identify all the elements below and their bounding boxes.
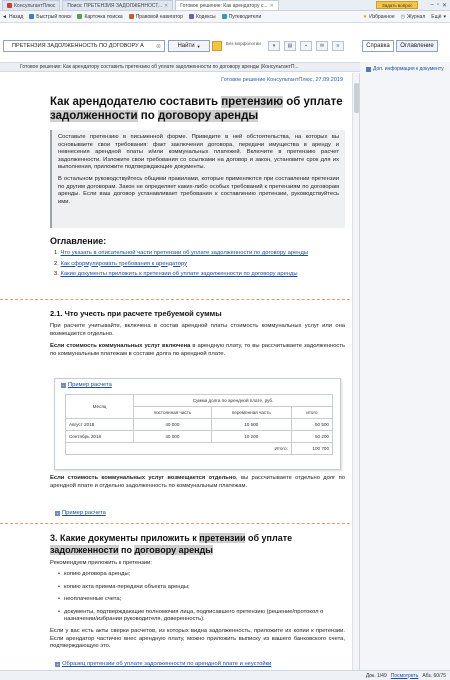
quick-search-icon (29, 14, 34, 19)
document-title: Как арендодателю составить претензию об уплате задолженности по договору аренды (50, 96, 343, 122)
menu-button[interactable] (332, 41, 344, 51)
table-row: Итого: 100 700 (66, 443, 333, 455)
favorites-button[interactable]: ★ Избранное (362, 13, 395, 20)
document-view (0, 73, 360, 670)
tab-reference[interactable]: Справка (362, 40, 394, 52)
table-header: постоянная часть (134, 407, 212, 419)
vertical-scrollbar[interactable] (352, 73, 359, 670)
yellow-marker-button[interactable] (212, 41, 222, 51)
scrollbar-thumb[interactable] (354, 83, 359, 113)
save-icon: ▪ (305, 43, 307, 49)
history-button[interactable]: ◷ Журнал (400, 13, 426, 20)
status-doc: Док. 1/49 (365, 672, 387, 679)
example-link[interactable]: − Пример расчета (62, 382, 112, 388)
clear-icon[interactable]: ⊗ (155, 43, 161, 50)
more-button[interactable]: Ещё ▾ (431, 13, 446, 20)
legal-navigator-button[interactable]: Правовой навигатор (129, 14, 183, 20)
section-heading: 3. Какие документы приложить к претензии об уплате задолженности по договору аренды (50, 533, 293, 555)
toc-item[interactable]: 2. Как сформулировать требования к арендатору (54, 260, 187, 267)
list-item: • копию акта приема-передачи объекта аренды; (58, 584, 345, 592)
guides-button[interactable]: Путеводители (222, 14, 262, 20)
minimize-icon[interactable]: – (430, 2, 434, 8)
send-icon: ✉ (319, 43, 325, 49)
tab-contents[interactable]: Оглавление (396, 40, 438, 52)
expand-icon: + (56, 661, 59, 667)
guides-icon (222, 14, 227, 19)
table-row: Сентябрь 2018 40 000 10 200 50 200 (66, 431, 333, 443)
codes-button[interactable]: Кодексы (189, 14, 216, 20)
intro-paragraph: В остальном руководствуйтесь общими правилами, которые применяются при составлении претензии по другим договорам. Закон не определяет каких-либо особых требований к претензиям по договорам аренды. Если ваш договор устанавливает требования к составлению претензии, руководствуйтесь ими. (58, 175, 339, 205)
additional-info-link[interactable]: Доп. информация к документу (366, 66, 446, 72)
table-header: Сумма долга по арендной плате, руб. (134, 395, 333, 407)
list-item: • копию договора аренды; (58, 571, 345, 579)
codes-icon (189, 14, 194, 19)
close-icon[interactable]: ✕ (164, 2, 169, 9)
save-button[interactable] (300, 41, 312, 51)
tab-label: КонсультантПлюс (14, 2, 56, 9)
search-card-icon (77, 14, 82, 19)
right-panel (360, 62, 450, 670)
status-bar (0, 670, 450, 680)
intro-paragraph: Составьте претензию в письменной форме. Приведите в ней обстоятельства, на которых вы основываете свои требования: факт заключения договора, передачи имущества в аренду и невнесения арендной платы и/или коммунальных платежей. Включите в претензию расчет задолженности. Изложите свои требования со ссылками на договор и закон, установите срок для их выполнения, приложите подтверждающие документы. (58, 134, 339, 171)
calculation-table (65, 394, 333, 455)
list-item: • документы, подтверждающие полномочия лица, подписавшего претензию (решение/протокол о назначении/избрании руководителя, доверенность). (58, 609, 345, 624)
table-header: итого (291, 407, 332, 419)
chevron-down-icon: ▼ (196, 43, 201, 49)
toc-list (54, 250, 344, 282)
fragment-separator (0, 299, 360, 300)
info-document-icon (366, 67, 371, 72)
close-window-icon[interactable]: ✕ (441, 2, 447, 9)
morphology-toggle[interactable]: Без морфологии (226, 41, 261, 46)
expand-icon: + (56, 510, 59, 516)
print-icon: ▤ (287, 43, 293, 49)
example-link[interactable]: + Пример расчета (56, 510, 106, 516)
chevron-down-icon: ▾ (443, 13, 446, 20)
document-source[interactable]: Готовое решение КонсультантПлюс, 27.09.2019 (221, 77, 343, 83)
ask-question-button[interactable]: Задать вопрос (376, 1, 418, 9)
paragraph: Если стоимость коммунальных услуг возмещается отдельно, вы рассчитываете отдельно долг по арендной плате и отдельно задолженность по коммунальным платежам. (50, 475, 345, 489)
table-header: переменная часть (211, 407, 291, 419)
paragraph: Если стоимость коммунальных услуг включена в арендную плату, то вы рассчитываете задолженность по коммунальным платежам в составе долга по арендной плате. (50, 343, 345, 357)
search-card-button[interactable]: Карточка поиска (77, 14, 122, 20)
back-button[interactable]: ◄ Назад (2, 13, 24, 20)
tab-home[interactable] (2, 0, 60, 10)
quick-search-button[interactable]: Быстрый поиск (29, 14, 71, 20)
star-icon: ★ (362, 13, 368, 20)
print-button[interactable] (284, 41, 296, 51)
find-button[interactable]: Найти ▼ (168, 40, 210, 52)
toc-heading: Оглавление: (50, 236, 107, 246)
clock-icon: ◷ (400, 13, 405, 20)
navigator-icon (129, 14, 134, 19)
menu-icon: ≡ (336, 43, 340, 49)
tab-label: Готовое решение: Как арендатору с... (180, 2, 268, 9)
list-item: • неоплаченные счета; (58, 596, 345, 604)
status-page: Абз. 60/75 (422, 672, 446, 679)
main-toolbar (0, 11, 450, 23)
paragraph: Рекомендуем приложить к претензии: (50, 560, 153, 566)
bullet-list (58, 571, 345, 629)
section-heading: 2.1. Что учесть при расчете требуемой суммы (50, 309, 222, 318)
toc-item[interactable]: 1. Что указать в описательной части претензии об уплате задолженности по договору аренды (54, 250, 308, 256)
table-row: Август 2018 40 000 10 500 50 500 (66, 419, 333, 431)
paragraph: Если у вас есть акты сверки расчетов, из которых видна задолженность, приложите их копии к претензии. Если арендатор частично внес арендную плату, можно приложить выписку из вашего банковского счета, подтверждающую это. (50, 628, 345, 650)
browser-tab-bar (0, 0, 450, 11)
collapse-icon: − (62, 382, 65, 388)
bookmark-button[interactable] (268, 41, 280, 51)
search-input[interactable]: ПРЕТЕНЗИЯ ЗАДОЛЖЕННОСТЬ ПО ДОГОВОРУ А ⊗ (3, 40, 165, 52)
table-header: Месяц (66, 395, 134, 419)
paragraph: При расчете учитывайте, включена в состав арендной платы стоимость коммунальных услуг или она возмещается отдельно. (50, 323, 345, 337)
status-view-link[interactable]: Посмотреть (390, 672, 419, 679)
send-button[interactable] (316, 41, 328, 51)
tab-label: Поиск: ПРЕТЕНЗИЯ ЗАДОЛЖЕННОСТ... (67, 2, 163, 9)
maximize-icon[interactable]: ▫ (436, 2, 439, 8)
close-icon[interactable]: ✕ (269, 2, 274, 9)
example-card (54, 378, 341, 470)
sample-link[interactable]: + Образец претензии об уплате задолженности по арендной плате и неустойки (56, 661, 272, 667)
toc-item[interactable]: 3. Какие документы приложить к претензии об уплате задолженности по договору аренды (54, 271, 298, 278)
fragment-separator (0, 523, 360, 524)
tab-search[interactable] (62, 0, 173, 10)
back-arrow-icon: ◄ (2, 13, 7, 20)
document-title-bar: Готовое решение: Как арендатору составить претензию об уплате задолженности по договору аренды (КонсультантП... (0, 62, 360, 72)
tab-document[interactable] (175, 0, 279, 10)
bookmark-icon: ▾ (272, 43, 276, 49)
consultant-logo-icon (7, 3, 12, 8)
intro-box (50, 130, 345, 228)
